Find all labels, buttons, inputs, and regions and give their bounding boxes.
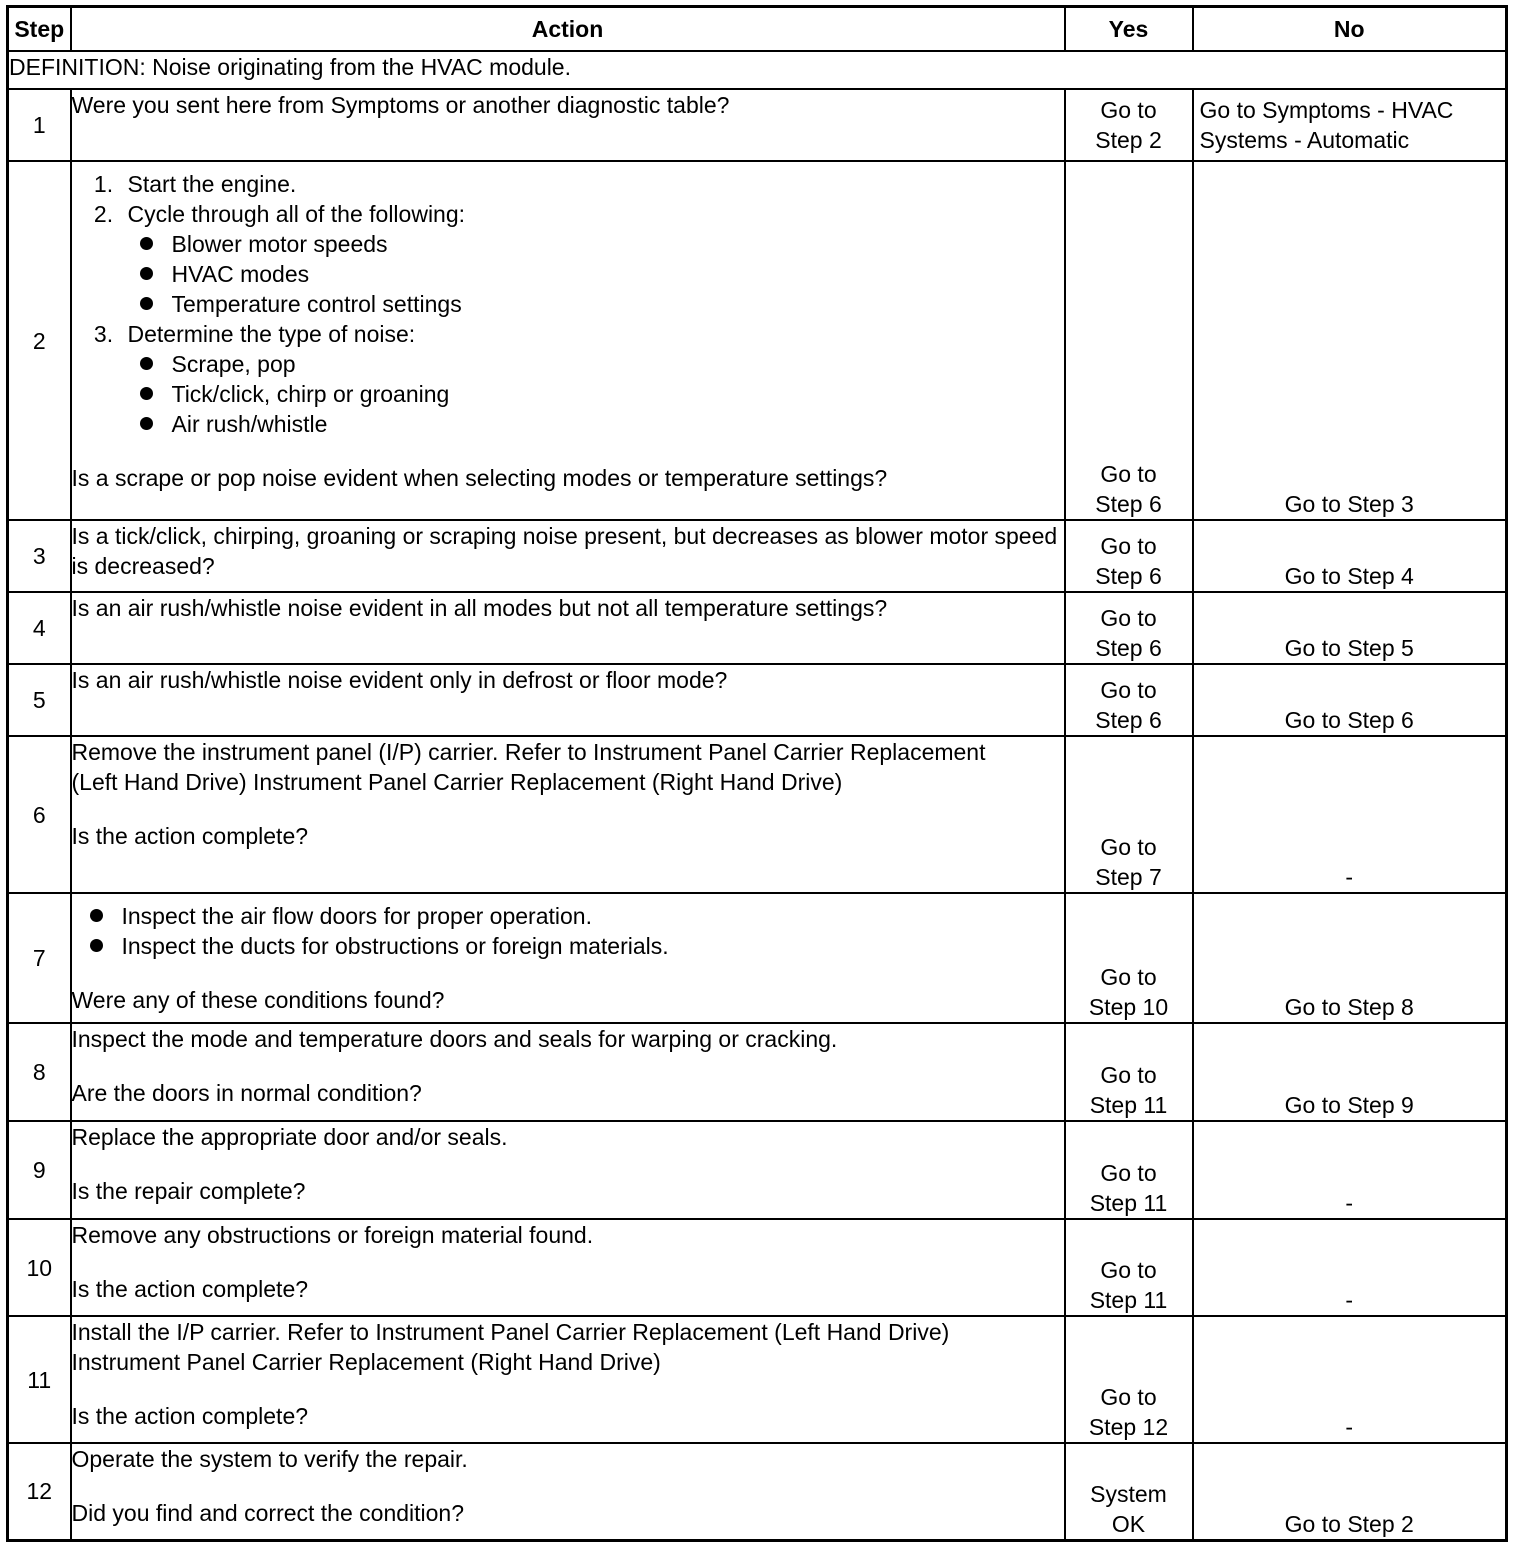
table-row	[8, 520, 1507, 592]
yes-cell	[1065, 520, 1193, 592]
action-text: Remove the instrument panel (I/P) carrier. Refer to Instrument Panel Carrier Replacement (Left Hand Drive) Instrument Panel Carrier Replacement (Right Hand Drive)	[71, 739, 986, 795]
action-text: Is an air rush/whistle noise evident only in defrost or floor mode?	[71, 667, 728, 693]
yes-line-1: Go to	[1100, 677, 1157, 703]
table-row	[8, 1219, 1507, 1316]
question-text: Did you find and correct the condition?	[71, 1500, 465, 1526]
bullet-list	[72, 901, 1064, 961]
no-line-1: Go to Symptoms - HVAC	[1199, 97, 1454, 123]
yes-line-2: Step 11	[1089, 1092, 1168, 1118]
step-number: 12	[8, 1443, 71, 1540]
no-cell: Go to Step 4	[1193, 520, 1507, 592]
yes-cell	[1065, 736, 1193, 893]
no-cell: Go to Step 6	[1193, 664, 1507, 736]
step-number: 3	[8, 520, 71, 592]
table-row	[8, 736, 1507, 893]
table-row	[8, 592, 1507, 664]
header-action: Action	[71, 7, 1065, 52]
yes-line-2: OK	[1111, 1510, 1146, 1537]
table-row	[8, 89, 1507, 161]
list-item: HVAC modes	[138, 259, 1064, 289]
list-item: 2. Cycle through all of the following: Blower motor speeds HVAC modes Temperature control settings	[120, 199, 1064, 319]
yes-line-2: Step 7	[1095, 864, 1162, 890]
question-text: Is the repair complete?	[71, 1178, 306, 1204]
header-no: No	[1193, 7, 1507, 52]
question-text: Is the action complete?	[71, 1403, 309, 1429]
table-row	[8, 893, 1507, 1023]
yes-line-1: Go to	[1100, 1384, 1157, 1410]
action-text: Is an air rush/whistle noise evident in all modes but not all temperature settings?	[71, 595, 888, 621]
no-cell	[1193, 89, 1507, 161]
action-cell	[71, 1121, 1065, 1219]
yes-line-2: Step 6	[1095, 563, 1162, 589]
no-cell: -	[1193, 1219, 1507, 1316]
action-cell	[71, 893, 1065, 1023]
table-row	[8, 1443, 1507, 1540]
no-cell: Go to Step 2	[1193, 1443, 1507, 1540]
step-number: 1	[8, 89, 71, 161]
yes-line-2: Step 6	[1095, 635, 1162, 661]
table-row	[8, 1316, 1507, 1443]
action-cell	[71, 161, 1065, 520]
step-number: 8	[8, 1023, 71, 1121]
yes-line-1: Go to	[1100, 1160, 1157, 1186]
action-text: Inspect the mode and temperature doors and seals for warping or cracking.	[71, 1026, 838, 1052]
step-number: 11	[8, 1316, 71, 1443]
yes-cell	[1065, 1219, 1193, 1316]
action-cell	[71, 592, 1065, 664]
step-number: 6	[8, 736, 71, 893]
yes-line-2: Step 11	[1089, 1190, 1168, 1216]
no-cell: -	[1193, 1316, 1507, 1443]
table-row	[8, 161, 1507, 520]
yes-cell	[1065, 893, 1193, 1023]
action-text: Replace the appropriate door and/or seals.	[71, 1124, 508, 1150]
question-text: Are the doors in normal condition?	[71, 1080, 422, 1106]
action-cell	[71, 1023, 1065, 1121]
table-row	[8, 1121, 1507, 1219]
yes-cell	[1065, 664, 1193, 736]
question-text: Were any of these conditions found?	[71, 987, 445, 1013]
yes-line-2: Step 10	[1088, 994, 1169, 1020]
question-text: Is the action complete?	[71, 823, 309, 849]
table-row	[8, 1023, 1507, 1121]
yes-line-2: Step 6	[1095, 491, 1162, 517]
step-number: 4	[8, 592, 71, 664]
action-cell	[71, 1316, 1065, 1443]
action-cell	[71, 1443, 1065, 1540]
bullet-list	[128, 229, 1064, 319]
yes-cell	[1065, 1121, 1193, 1219]
yes-line-1: Go to	[1100, 97, 1157, 123]
list-item: 3. Determine the type of noise: Scrape, pop Tick/click, chirp or groaning Air rush/whistle	[120, 319, 1064, 439]
numbered-list	[72, 169, 1064, 439]
question-text: Is a scrape or pop noise evident when selecting modes or temperature settings?	[71, 465, 888, 491]
step-number: 7	[8, 893, 71, 1023]
yes-line-2: Step 12	[1088, 1414, 1169, 1440]
action-text: Operate the system to verify the repair.	[71, 1446, 468, 1472]
yes-cell	[1065, 1023, 1193, 1121]
list-item: Inspect the ducts for obstructions or foreign materials.	[88, 931, 1064, 961]
yes-line-2: Step 11	[1089, 1287, 1168, 1313]
list-item: Air rush/whistle	[138, 409, 1064, 439]
action-text: Were you sent here from Symptoms or another diagnostic table?	[71, 92, 730, 118]
header-step: Step	[8, 7, 71, 52]
yes-line-1: Go to	[1100, 605, 1157, 631]
step-number: 9	[8, 1121, 71, 1219]
diagnostic-table	[6, 5, 1508, 1542]
yes-line-1: System	[1090, 1480, 1167, 1507]
list-item: 1. Start the engine.	[120, 169, 1064, 199]
yes-cell	[1065, 89, 1193, 161]
list-item: Scrape, pop	[138, 349, 1064, 379]
yes-cell	[1065, 161, 1193, 520]
action-cell	[71, 736, 1065, 893]
action-text: Remove any obstructions or foreign material found.	[71, 1222, 594, 1248]
step-number: 2	[8, 161, 71, 520]
list-item: Blower motor speeds	[138, 229, 1064, 259]
yes-line-2: Step 2	[1095, 127, 1162, 153]
definition-text: DEFINITION: Noise originating from the HVAC module.	[8, 51, 1507, 89]
definition-row	[8, 51, 1507, 89]
action-cell	[71, 664, 1065, 736]
no-cell: -	[1193, 736, 1507, 893]
header-row	[8, 7, 1507, 52]
yes-cell	[1065, 592, 1193, 664]
step-number: 10	[8, 1219, 71, 1316]
yes-cell	[1065, 1443, 1193, 1540]
yes-line-1: Go to	[1100, 533, 1157, 559]
yes-line-1: Go to	[1100, 1257, 1157, 1283]
no-cell: -	[1193, 1121, 1507, 1219]
list-item: Temperature control settings	[138, 289, 1064, 319]
action-text: Is a tick/click, chirping, groaning or scraping noise present, but decreases as blower motor speed is decreased?	[71, 523, 1058, 579]
question-text: Is the action complete?	[71, 1276, 309, 1302]
yes-line-1: Go to	[1100, 461, 1157, 487]
no-cell: Go to Step 5	[1193, 592, 1507, 664]
no-line-2: Systems - Automatic	[1199, 127, 1410, 153]
bullet-list	[128, 349, 1064, 439]
no-cell: Go to Step 9	[1193, 1023, 1507, 1121]
action-cell	[71, 89, 1065, 161]
yes-line-2: Step 6	[1095, 707, 1162, 733]
action-cell	[71, 1219, 1065, 1316]
yes-line-1: Go to	[1100, 964, 1157, 990]
yes-line-1: Go to	[1100, 1062, 1157, 1088]
action-cell	[71, 520, 1065, 592]
step-number: 5	[8, 664, 71, 736]
list-item: Inspect the air flow doors for proper operation.	[88, 901, 1064, 931]
table-row	[8, 664, 1507, 736]
yes-cell	[1065, 1316, 1193, 1443]
yes-line-1: Go to	[1100, 834, 1157, 860]
action-text: Install the I/P carrier. Refer to Instrument Panel Carrier Replacement (Left Hand Drive) Instrument Panel Carrier Replacement (Right Hand Drive)	[71, 1319, 950, 1375]
no-cell: Go to Step 3	[1193, 161, 1507, 520]
list-item: Tick/click, chirp or groaning	[138, 379, 1064, 409]
header-yes: Yes	[1065, 7, 1193, 52]
no-cell: Go to Step 8	[1193, 893, 1507, 1023]
